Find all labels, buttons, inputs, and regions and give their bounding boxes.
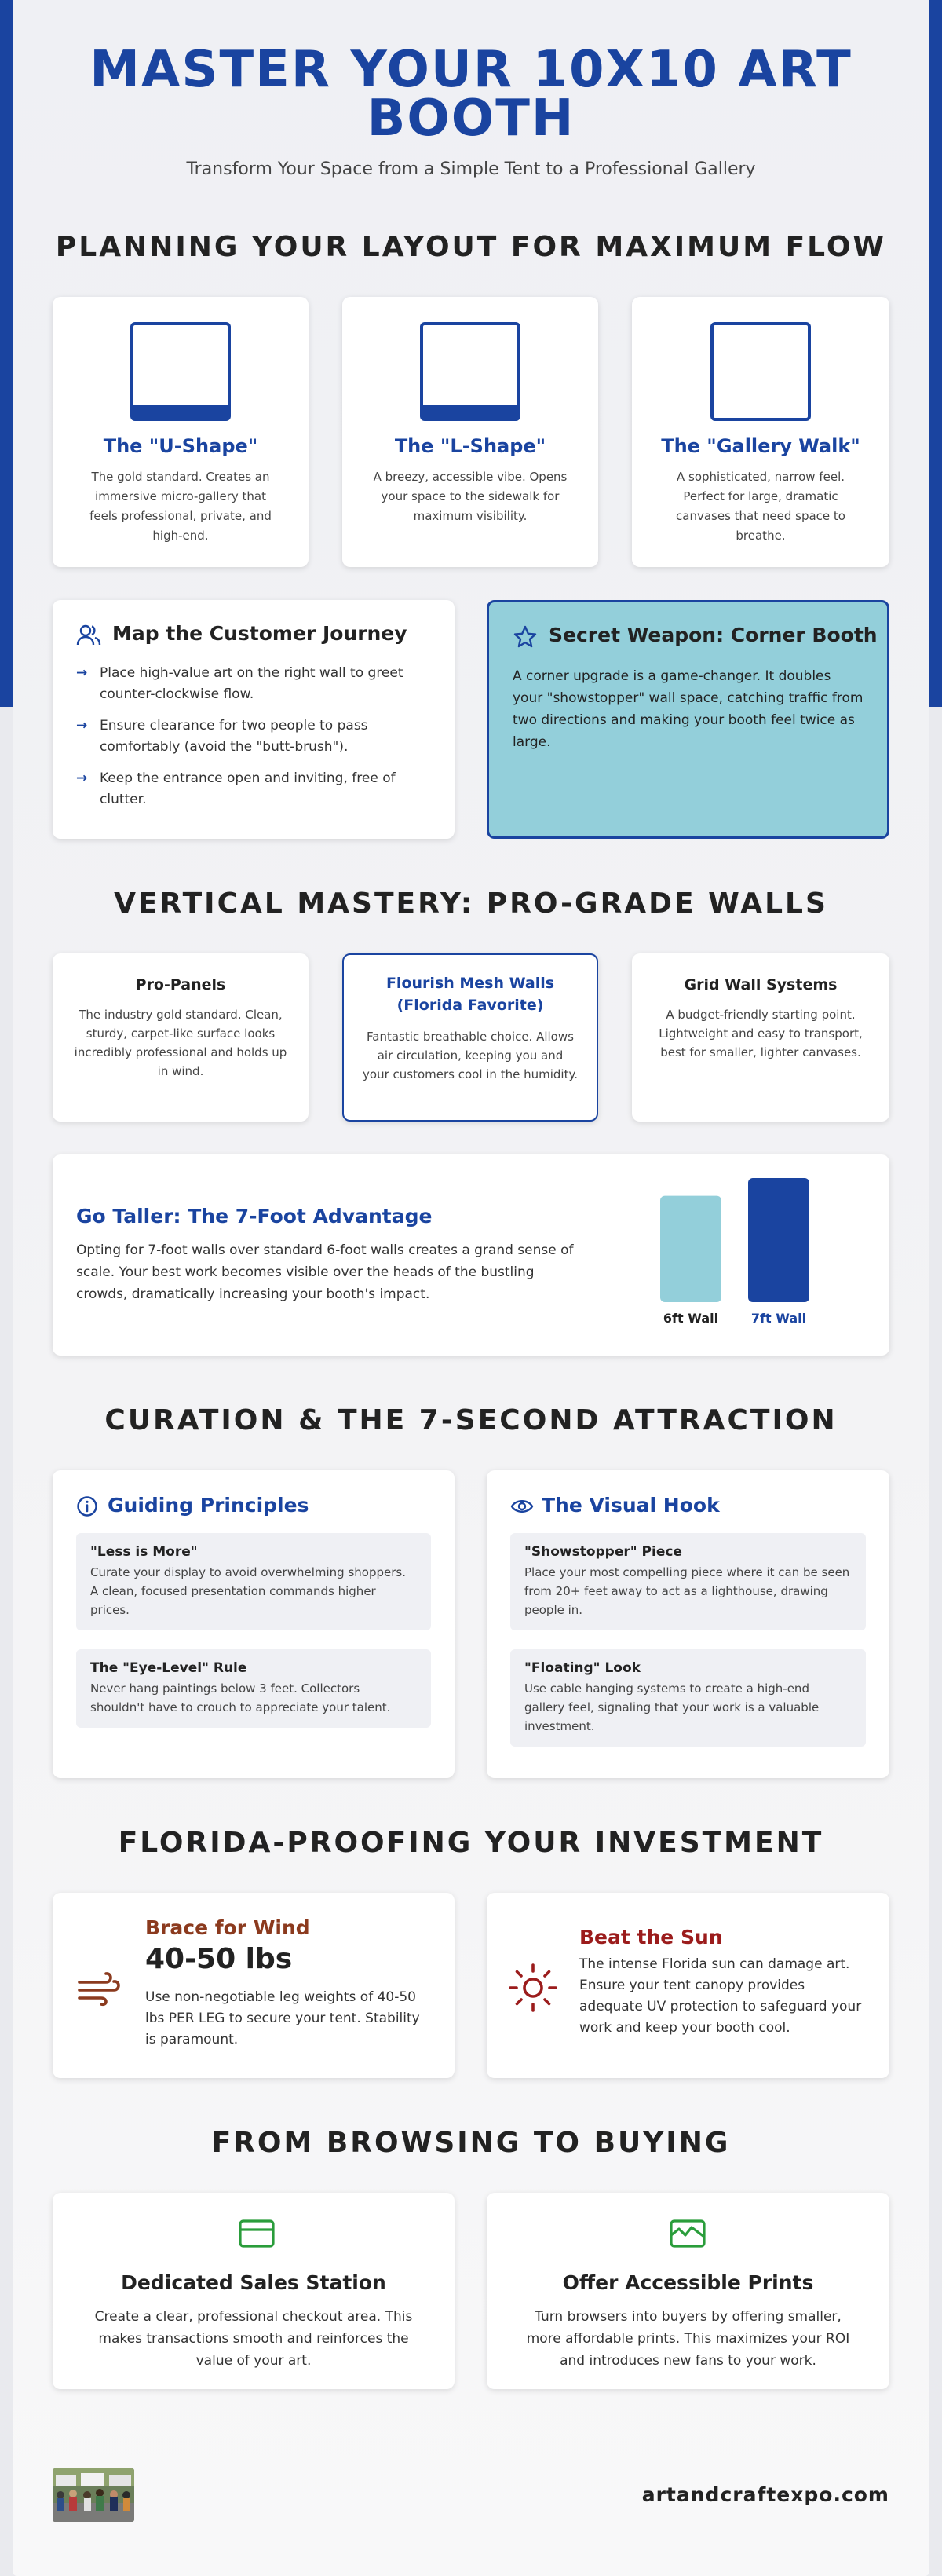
wall-card-flourish-mesh	[342, 953, 598, 1122]
page-subtitle: Transform Your Space from a Simple Tent to a Professional Gallery	[186, 159, 756, 179]
sales-station-card	[53, 2193, 455, 2389]
section-title-vertical: VERTICAL MASTERY: PRO-GRADE WALLS	[114, 887, 828, 920]
list-item: → Keep the entrance open and inviting, free of clutter.	[76, 770, 396, 807]
wall-title: Flourish Mesh Walls (Florida Favorite)	[385, 975, 555, 1014]
sun-icon	[507, 1962, 559, 2014]
bar-label: 7ft Wall	[750, 1311, 807, 1326]
layout-text: A sophisticated, narrow feel. Perfect for large, dramatic canvases that need space to breathe.	[676, 470, 845, 543]
visual-hook-card	[487, 1470, 889, 1778]
wall-card-pro-panels	[53, 953, 309, 1122]
tip-less-is-more: "Less is More" Curate your display to avoid overwhelming shoppers. A clean, focused presentation commands higher prices.	[76, 1533, 431, 1630]
u-shape-diagram	[130, 322, 231, 421]
layout-card-l-shape	[342, 297, 598, 567]
wall-card-grid-wall	[632, 953, 889, 1122]
sun-title: Beat the Sun	[579, 1926, 723, 1948]
bar-6ft-wall	[660, 1196, 721, 1302]
info-icon	[76, 1495, 98, 1517]
wall-height-chart	[649, 1178, 845, 1335]
secret-title: Secret Weapon: Corner Booth	[549, 624, 878, 646]
taller-title: Go Taller: The 7-Foot Advantage	[76, 1205, 433, 1228]
tip-showstopper: "Showstopper" Piece Place your most compelling piece where it can be seen from 20+ feet away to act as a lighthouse, drawing people in.	[510, 1533, 866, 1630]
wall-text: The industry gold standard. Clean, sturdy, carpet-like surface looks incredibly professional and holds up in wind.	[74, 1008, 287, 1078]
list-item: → Ensure clearance for two people to pass comfortably (avoid the "butt-brush").	[76, 718, 368, 755]
wind-icon	[76, 1968, 123, 2007]
section-title-curation: CURATION & THE 7-SECOND ATTRACTION	[104, 1404, 838, 1436]
l-shape-diagram	[420, 322, 520, 421]
layout-text: The gold standard. Creates an immersive micro-gallery that feels professional, private, and high-end.	[89, 470, 272, 543]
prints-title: Offer Accessible Prints	[562, 2271, 814, 2294]
taller-text: Opting for 7-foot walls over standard 6-foot walls creates a grand sense of scale. Your best work becomes visible over the heads of the bustling crowds, dramatically increasing your booth's impact.	[76, 1242, 574, 1302]
secret-weapon-card	[487, 600, 889, 839]
credit-card-icon	[239, 2219, 275, 2248]
journey-list	[76, 663, 431, 821]
section-title-buying: FROM BROWSING TO BUYING	[211, 2127, 731, 2159]
layout-title: The "U-Shape"	[103, 435, 258, 457]
prints-card	[487, 2193, 889, 2389]
page-title: MASTER YOUR 10X10 ART BOOTH	[89, 41, 853, 148]
sales-text: Create a clear, professional checkout area. This makes transactions smooth and reinforces the value of your art.	[94, 2309, 413, 2369]
eye-icon	[510, 1495, 534, 1517]
beat-sun-card	[487, 1893, 889, 2078]
go-taller-card	[53, 1154, 889, 1356]
tip-eye-level: The "Eye-Level" Rule Never hang paintings below 3 feet. Collectors shouldn't have to crouch to appreciate your talent.	[76, 1649, 431, 1728]
layout-title: The "Gallery Walk"	[661, 435, 860, 457]
bar-7ft-wall	[748, 1178, 809, 1302]
wall-text: A budget-friendly starting point. Lightweight and easy to transport, best for smaller, lighter canvases.	[659, 1008, 863, 1059]
brace-wind-card	[53, 1893, 455, 2078]
wind-figure: 40-50 lbs	[145, 1943, 293, 1975]
secret-text: A corner upgrade is a game-changer. It doubles your "showstopper" wall space, catching traffic from two directions and making your booth feel twice as large.	[513, 668, 864, 750]
wall-text: Fantastic breathable choice. Allows air circulation, keeping you and your customers cool in the humidity.	[363, 1030, 578, 1081]
section-title-florida: FLORIDA-PROOFING YOUR INVESTMENT	[118, 1827, 824, 1859]
customer-journey-card	[53, 600, 455, 839]
footer-photo	[53, 2468, 134, 2522]
wall-title: Pro-Panels	[135, 976, 226, 993]
sales-title: Dedicated Sales Station	[121, 2271, 386, 2294]
layout-card-u-shape	[53, 297, 309, 567]
users-icon	[76, 624, 101, 647]
layout-text: A breezy, accessible vibe. Opens your space to the sidewalk for maximum visibility.	[373, 470, 568, 523]
tip-floating-look: "Floating" Look Use cable hanging systems to create a high-end gallery feel, signaling that your work is a valuable investment.	[510, 1649, 866, 1747]
prints-text: Turn browsers into buyers by offering smaller, more affordable prints. This maximizes your ROI and introduces new fans to your work.	[526, 2309, 850, 2369]
section-title-planning: PLANNING YOUR LAYOUT FOR MAXIMUM FLOW	[55, 231, 887, 263]
wall-title: Grid Wall Systems	[684, 976, 838, 993]
hook-title: The Visual Hook	[542, 1494, 720, 1517]
journey-title: Map the Customer Journey	[112, 622, 407, 645]
layout-title: The "L-Shape"	[394, 435, 546, 457]
infographic-page	[13, 0, 929, 2576]
guiding-principles-card	[53, 1470, 455, 1778]
sun-text: The intense Florida sun can damage art. Ensure your tent canopy provides adequate UV protection to safeguard your work and keep your booth cool.	[579, 1956, 862, 2036]
layout-card-gallery-walk	[632, 297, 889, 567]
wind-title: Brace for Wind	[145, 1916, 310, 1939]
footer-website: artandcraftexpo.com	[641, 2483, 889, 2506]
bar-label: 6ft Wall	[663, 1311, 719, 1326]
gallery-walk-diagram	[710, 322, 811, 421]
image-icon	[670, 2219, 706, 2248]
list-item: → Place high-value art on the right wall to greet counter-clockwise flow.	[76, 665, 403, 702]
wind-text: Use non-negotiable leg weights of 40-50 lbs PER LEG to secure your tent. Stability is paramount.	[145, 1989, 420, 2047]
principles-title: Guiding Principles	[108, 1494, 309, 1517]
star-icon	[513, 624, 538, 649]
